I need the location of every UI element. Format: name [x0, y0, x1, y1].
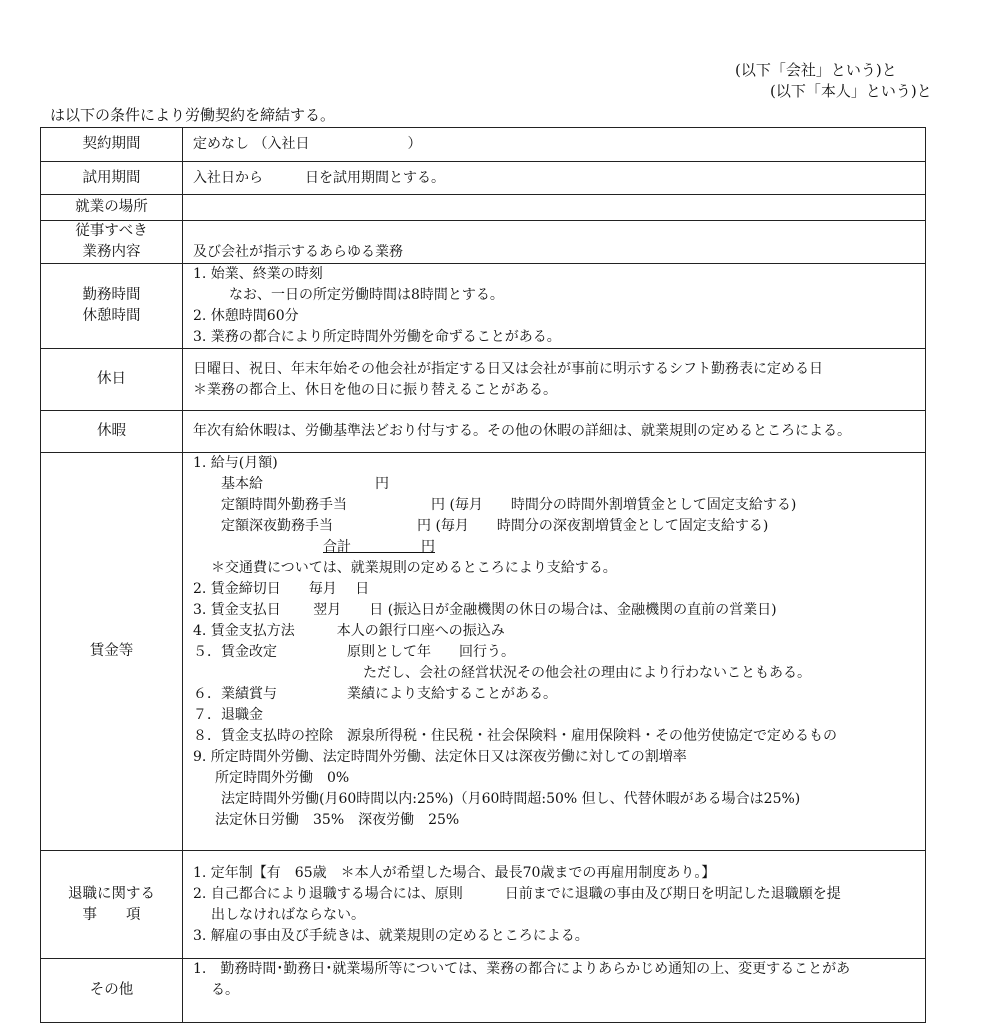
retirement-line: 1. 定年制【有 65歳 ＊本人が希望した場合、最長70歳までの再雇用制度あり。】 — [193, 864, 716, 881]
retirement-line: 3. 解雇の事由及び手続きは、就業規則の定めるところによる。 — [193, 927, 589, 944]
label-leave: 休暇 — [41, 411, 183, 453]
label-retirement-line-1: 退職に関する — [68, 885, 155, 902]
duties-value — [183, 221, 926, 264]
row-trial-period — [41, 162, 926, 195]
holidays-value — [183, 349, 926, 411]
retirement-line: 出しなければならない。 — [211, 906, 365, 923]
label-retirement-line-2: 事 項 — [82, 906, 141, 923]
label-duties-line-1: 従事すべき — [75, 223, 148, 239]
hours-line: 3. 業務の都合により所定時間外労働を命ずることがある。 — [193, 329, 561, 345]
label-duties-line-2: 業務内容 — [82, 244, 141, 260]
label-working-hours — [41, 264, 183, 349]
row-working-hours — [41, 264, 926, 349]
row-leave — [41, 411, 926, 453]
wages-line: 法定時間外労働(月60時間以内:25%)（月60時間超:50% 但し、代替休暇がある場合は25%) — [221, 791, 801, 807]
wages-line: ６．業績賞与 業績により支給することがある。 — [193, 686, 557, 702]
wages-line: 定額深夜勤務手当 円 (毎月 時間分の深夜割増賃金として固定支給する) — [221, 518, 769, 534]
employee-definition-line: (以下「本人」という)と — [770, 82, 932, 100]
wages-line: 9. 所定時間外労働、法定時間外労働、法定休日又は深夜労働に対しての割増率 — [193, 749, 687, 765]
leave-text: 年次有給休暇は、労働基準法どおり付与する。その他の休暇の詳細は、就業規則の定めるところによる。 — [193, 423, 851, 439]
hours-line: 2. 休憩時間60分 — [193, 308, 299, 324]
contract-period-value — [183, 128, 926, 162]
wages-line: 3. 賃金支払日 翌月 日 (振込日が金融機関の休日の場合は、金融機関の直前の営業日) — [193, 602, 777, 618]
contract-period-text: 定めなし （入社日 ） — [193, 136, 422, 152]
wages-total-line — [193, 537, 919, 558]
row-other — [41, 959, 926, 1023]
label-wages: 賃金等 — [41, 453, 183, 851]
row-work-place — [41, 195, 926, 221]
wages-line: 4. 賃金支払方法 本人の銀行口座への振込み — [193, 623, 505, 639]
contract-terms-table — [40, 127, 926, 1023]
row-retirement — [41, 851, 926, 959]
row-duties — [41, 221, 926, 264]
work-place-value — [183, 195, 926, 221]
label-contract-period: 契約期間 — [41, 128, 183, 162]
wages-line: 基本給 円 — [221, 476, 389, 492]
other-line: る。 — [211, 982, 239, 998]
row-contract-period — [41, 128, 926, 162]
wages-total-text: 合計 円 — [323, 539, 435, 555]
wages-line: ＊交通費については、就業規則の定めるところにより支給する。 — [211, 560, 617, 576]
wages-line: ７．退職金 — [193, 707, 263, 723]
wages-line: 2. 賃金締切日 毎月 日 — [193, 581, 370, 597]
trial-period-text: 入社日から 日を試用期間とする。 — [193, 169, 445, 186]
working-hours-value — [183, 264, 926, 349]
wages-line: 1. 給与(月額) — [193, 455, 278, 471]
wages-line: ５．賃金改定 原則として年 回行う。 — [193, 644, 515, 660]
intro-sentence: は以下の条件により労働契約を締結する。 — [50, 106, 336, 124]
company-definition-line: (以下「会社」という)と — [735, 61, 897, 79]
wages-line: 法定休日労働 35% 深夜労働 25% — [215, 812, 460, 828]
label-hours-line-2: 休憩時間 — [82, 308, 141, 324]
retirement-line: 2. 自己都合により退職する場合には、原則 日前までに退職の事由及び期日を明記した退職願を提 — [193, 885, 841, 902]
wages-line: 所定時間外労働 0% — [215, 770, 350, 786]
label-hours-line-1: 勤務時間 — [82, 287, 141, 303]
holidays-line: 日曜日、祝日、年末年始その他会社が指定する日又は会社が事前に明示するシフト勤務表に定める日 — [193, 360, 823, 377]
label-holidays: 休日 — [41, 349, 183, 411]
retirement-value — [183, 851, 926, 959]
label-other: その他 — [41, 959, 183, 1023]
hours-line: 1. 始業、終業の時刻 — [193, 266, 323, 282]
hours-line: なお、一日の所定労働時間は8時間とする。 — [229, 287, 504, 303]
label-duties — [41, 221, 183, 264]
row-wages — [41, 453, 926, 851]
wages-value — [183, 453, 926, 851]
leave-value — [183, 411, 926, 453]
label-retirement — [41, 851, 183, 959]
label-trial-period: 試用期間 — [41, 162, 183, 195]
holidays-line: ＊業務の都合上、休日を他の日に振り替えることがある。 — [193, 381, 557, 398]
label-work-place: 就業の場所 — [41, 195, 183, 221]
wages-line: ８．賃金支払時の控除 源泉所得税・住民税・社会保険料・雇用保険料・その他労使協定で定めるもの — [193, 728, 837, 744]
other-line: 1. 勤務時間･勤務日･就業場所等については、業務の都合によりあらかじめ通知の上、変更することがあ — [193, 961, 851, 977]
trial-period-value — [183, 162, 926, 195]
wages-line: ただし、会社の経営状況その他会社の理由により行わないこともある。 — [363, 665, 811, 681]
other-value — [183, 959, 926, 1023]
duties-text: 及び会社が指示するあらゆる業務 — [193, 244, 403, 260]
row-holidays — [41, 349, 926, 411]
wages-line: 定額時間外勤務手当 円 (毎月 時間分の時間外割増賃金として固定支給する) — [221, 497, 797, 513]
